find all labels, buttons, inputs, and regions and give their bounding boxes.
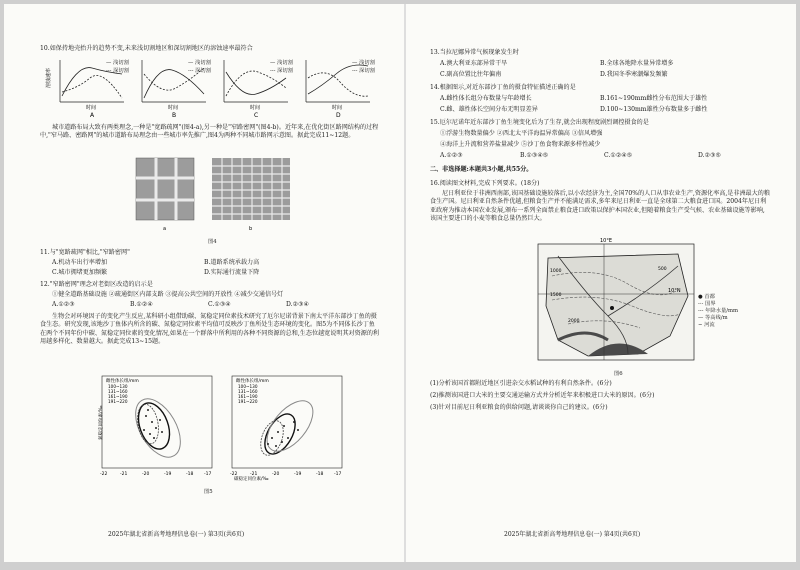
- q13-option-d[interactable]: D.我国冬季寒潮爆发频繁: [600, 71, 668, 78]
- q16-passage: 尼日利亚位于非洲西南部,该国基础设施较落后,以小农经济为主,全国70%的人口从事农业生产,资源化率高,是非洲最大的粮食生产国。尼日利亚自然条件优越,但粮食生产并不能满足需求,多年来尼日利亚一直是全球第二大粮食进口国。2004年尼日利亚政府为推动本国农业发展,颁布一系列全面禁止粮食进口政策以保护本国农业,但随着粮食生产受气候、农业基础设施等影响,该国主要进口的小麦等粮食总量仍然巨大。: [430, 190, 770, 223]
- fig4-caption: 图4: [208, 239, 217, 245]
- svg-text:碳稳定同位素/‰: 碳稳定同位素/‰: [234, 477, 269, 482]
- legend-river: ∼ 河流: [698, 322, 715, 328]
- svg-text:-18: -18: [186, 472, 194, 477]
- q10-legend-d: — 浅切割 --- 深切割: [352, 60, 375, 74]
- svg-text:a: a: [163, 226, 167, 232]
- svg-text:-22: -22: [100, 472, 108, 477]
- page-fold: [404, 4, 406, 562]
- svg-text:时间: 时间: [86, 105, 97, 111]
- svg-text:-22: -22: [230, 472, 238, 477]
- page-3: [4, 4, 402, 562]
- svg-text:-21: -21: [250, 472, 258, 477]
- q15-items-1: ①浮游生物数量偏少 ②西北太平洋海温异常偏高 ③信风增强: [440, 130, 603, 137]
- q10-legend-c: — 浅切割 --- 深切割: [270, 60, 293, 74]
- figure-6-map: [528, 236, 708, 366]
- q16-sub2: (2)推测该国进口大米的主要交通运输方式并分析近年来积极进口大米的原因。(6分): [430, 392, 655, 399]
- svg-text:191~220: 191~220: [108, 399, 128, 404]
- q15-option-a[interactable]: A.①②③: [440, 152, 463, 159]
- fig5-left-panel: [97, 376, 212, 477]
- q16-sub1: (1)分析该国首都附近地区引进杂交水稻试种的有利自然条件。(6分): [430, 380, 612, 387]
- svg-text:雌性体长组/mm: 雌性体长组/mm: [236, 379, 269, 384]
- q12-option-d[interactable]: D.②③④: [286, 301, 309, 308]
- q14-option-d[interactable]: D.100~130mm雄性分布数量多于雌性: [600, 106, 708, 113]
- q14-option-c[interactable]: C.雌、雄性体长空间分布无明显差异: [440, 106, 538, 113]
- q13-option-c[interactable]: C.副高位置比往年偏南: [440, 71, 502, 78]
- q12-option-c[interactable]: C.①③④: [208, 301, 231, 308]
- fig4a-wide-sparse: [136, 158, 194, 220]
- fig5-caption: 图5: [204, 489, 213, 495]
- svg-text:D: D: [336, 112, 341, 118]
- svg-text:161~190: 161~190: [108, 394, 128, 399]
- q13-stem: 13.当拉尼娜异常气候现象发生时: [430, 49, 519, 56]
- fig5-right-panel: [230, 376, 342, 477]
- q10-legend-a: — 浅切割 --- 深切割: [106, 60, 129, 74]
- svg-text:-19: -19: [294, 472, 302, 477]
- figure-5: [84, 372, 354, 484]
- svg-text:B: B: [172, 112, 177, 118]
- svg-text:-19: -19: [164, 472, 172, 477]
- q11-option-b[interactable]: B.道路系统承载力高: [204, 259, 260, 266]
- svg-text:2000: 2000: [568, 319, 580, 324]
- intro-11-12: 城市道路布局大致有两类理念,一种是"宽路疏网"(图4-a),另一种是"窄路密网"(图4-b)。近年来,在优化街区路网结构的过程中,"窄马路、密路网"的城市道路布局理念由一些城市率先推广,图4为两种不同城市路网示意图。据此完成11~12题。: [40, 124, 379, 140]
- q13-option-b[interactable]: B.全球各地降水量异常增多: [600, 60, 674, 67]
- q15-option-b[interactable]: B.①③④⑤: [520, 152, 549, 159]
- svg-text:1000: 1000: [550, 269, 562, 274]
- svg-text:时间: 时间: [168, 105, 179, 111]
- svg-text:A: A: [90, 112, 95, 118]
- q11-option-c[interactable]: C.城市拥堵更加频繁: [52, 269, 108, 276]
- q10-legend-b: — 浅切割 --- 深切割: [188, 60, 211, 74]
- q15-items-2: ④海洋上升流和营养盐量减少 ⑤沙丁鱼食物来源多样性减少: [440, 141, 601, 148]
- svg-text:-21: -21: [120, 472, 128, 477]
- svg-text:-17: -17: [334, 472, 342, 477]
- capital-marker: [610, 306, 614, 310]
- q15-stem: 15.厄尔尼诺年近东部沙丁鱼生境变化后为了生存,就会出现程度剧烈调控摄食的是: [430, 119, 649, 126]
- svg-text:161~190: 161~190: [238, 394, 258, 399]
- svg-text:-20: -20: [142, 472, 150, 477]
- svg-text:时间: 时间: [250, 105, 261, 111]
- svg-text:10°E: 10°E: [600, 238, 613, 244]
- svg-text:时间: 时间: [332, 105, 343, 111]
- legend-border: -·- 国界: [698, 301, 716, 307]
- q12-items: ①健全道路基础设施 ②疏通街区内部支路 ③提高公共空间的开放性 ④减少交通信号灯: [52, 291, 284, 298]
- svg-text:雌性体长组/mm: 雌性体长组/mm: [106, 379, 139, 384]
- q16-intro: 16.阅读图文材料,完成下列要求。(18分): [430, 180, 540, 187]
- svg-text:C: C: [254, 112, 259, 118]
- svg-text:10°N: 10°N: [668, 288, 681, 294]
- q12-stem: 12."窄路密网"理念对老街区改造的启示是: [40, 281, 153, 288]
- svg-text:131~160: 131~160: [238, 389, 258, 394]
- svg-text:500: 500: [658, 267, 667, 272]
- fig6-caption: 图6: [614, 371, 623, 377]
- svg-text:1500: 1500: [550, 293, 562, 298]
- page3-footer: 2025年湖北省新高考地理信息卷(一) 第3页(共6页): [108, 531, 245, 538]
- page4-footer: 2025年湖北省新高考地理信息卷(一) 第4页(共6页): [504, 531, 641, 538]
- fig6-legend: [698, 294, 738, 329]
- svg-text:131~160: 131~160: [108, 389, 128, 394]
- legend-contour: — 等高线/m: [698, 315, 728, 321]
- svg-text:b: b: [249, 226, 253, 232]
- q15-option-d[interactable]: D.②③⑤: [698, 152, 721, 159]
- q14-option-b[interactable]: B.161~190mm雌性分布范围大于雄性: [600, 95, 708, 102]
- svg-text:-17: -17: [204, 472, 212, 477]
- q12-option-a[interactable]: A.①②③: [52, 301, 75, 308]
- q16-sub3: (3)针对目前尼日利亚粮食的供给问题,请谈谈你自己的建议。(6分): [430, 404, 608, 411]
- intro-13-15: 生物会对环境因子的变化产生反应,某科研小组借助碳、氮稳定同位素技术研究了厄尔尼诺背景下南太平洋东部沙丁鱼的摄食生态。研究发现,该地沙丁鱼体内所含的碳、氮稳定同位素平均值可反映沙丁鱼所处生态环境的变化。图5为不同体长沙丁鱼在两个不同年份中碳、氮稳定同位素的变化情况,如果在一个群落中所利用的各种不同资源的总和,生态位越宽说明其对资源的利用越多样化、数量越大。据此完成13~15题。: [40, 313, 380, 346]
- svg-text:-20: -20: [272, 472, 280, 477]
- q14-stem: 14.根据图示,对近东部沙丁鱼的摄食特征描述正确的是: [430, 84, 576, 91]
- fig4b-narrow-dense: [212, 158, 290, 220]
- svg-text:-18: -18: [316, 472, 324, 477]
- q14-option-a[interactable]: A.雌性体长组分布数量与年龄增长: [440, 95, 532, 102]
- q10-a-ylabel: 溶蚀速率: [46, 67, 52, 88]
- section-2-heading: 二、非选择题:本题共3小题,共55分。: [430, 166, 533, 173]
- legend-capital: ● 首都: [698, 294, 715, 300]
- q12-option-b[interactable]: B.①②④: [130, 301, 153, 308]
- svg-text:100~130: 100~130: [238, 384, 258, 389]
- exam-spread: [4, 4, 796, 562]
- svg-text:100~130: 100~130: [108, 384, 128, 389]
- q15-option-c[interactable]: C.①②④⑤: [604, 152, 633, 159]
- q11-stem: 11.与"宽路疏网"相比,"窄路密网": [40, 249, 130, 256]
- q13-option-a[interactable]: A.澳大利亚东部异常干旱: [440, 60, 508, 67]
- svg-text:191~220: 191~220: [238, 399, 258, 404]
- q10-stem: 10.如保持地壳抬升的趋势不变,未来浅切割地区和深切割地区的溶蚀速率最符合: [40, 45, 253, 52]
- svg-text:氮稳定同位素/‰: 氮稳定同位素/‰: [99, 405, 104, 440]
- figure-4: [134, 156, 294, 234]
- q11-option-a[interactable]: A.机动车出行率增加: [52, 259, 108, 266]
- q11-option-d[interactable]: D.实际通行流量下降: [204, 269, 260, 276]
- page-4: [408, 4, 796, 562]
- legend-rainfall: --- 年降水量/mm: [698, 308, 739, 314]
